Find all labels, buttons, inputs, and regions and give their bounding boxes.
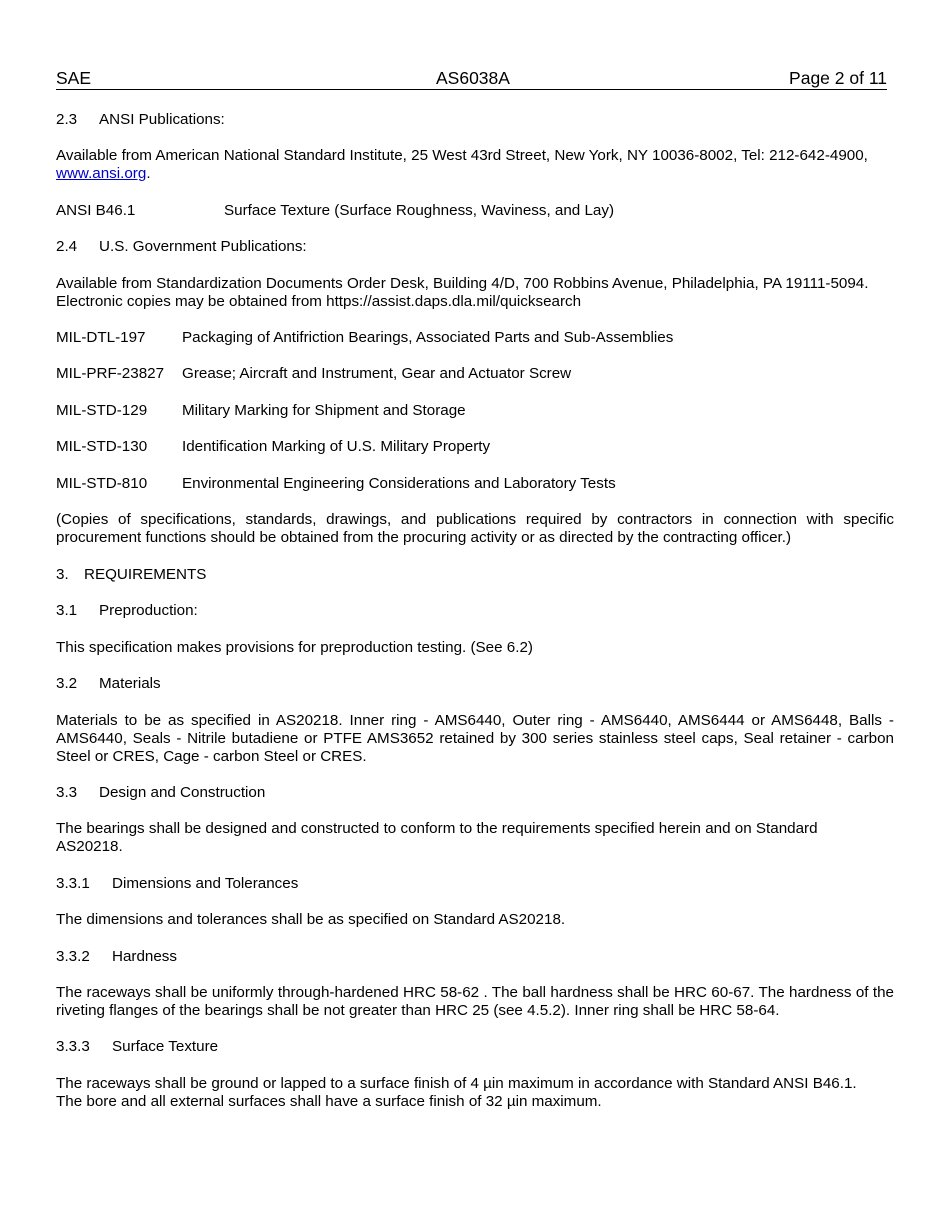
- reference-code: MIL-PRF-23827: [56, 365, 165, 382]
- reference-code: MIL-STD-810: [56, 475, 148, 492]
- section-title: Surface Texture: [112, 1038, 219, 1055]
- page-header: [56, 67, 887, 90]
- section-title: Hardness: [112, 948, 177, 965]
- section-3-2-paragraph: Materials to be as specified in AS20218. Inner ring - AMS6440, Outer ring - AMS6440, AMS6444 or AMS6448, Balls - AMS6440, Seals - Nitrile butadiene or PTFE AMS3652 retained by 300 series stainless steel caps, Seal retainer - carbon Steel or CRES, Cage - carbon Steel or CRES.: [56, 712, 894, 765]
- reference-code: ANSI B46.1: [56, 202, 136, 219]
- reference-title: Military Marking for Shipment and Storage: [182, 402, 466, 419]
- section-number: 3.3.3: [56, 1038, 90, 1055]
- header-page-number: Page 2 of 11: [789, 68, 887, 88]
- reference-title: Grease; Aircraft and Instrument, Gear and Actuator Screw: [182, 365, 572, 382]
- section-3-3-heading: [56, 784, 894, 802]
- gov-availability-line2: Electronic copies may be obtained from https://assist.daps.dla.mil/quicksearch: [56, 293, 582, 310]
- section-number: 3.3: [56, 784, 78, 801]
- period: .: [146, 165, 151, 182]
- reference-code: MIL-DTL-197: [56, 329, 146, 346]
- section-title: U.S. Government Publications:: [99, 238, 307, 255]
- section-number: 3.: [56, 566, 69, 583]
- section-title: Preproduction:: [99, 602, 198, 619]
- section-3-2-heading: [56, 675, 894, 693]
- section-number: 2.3: [56, 111, 78, 128]
- section-title: Dimensions and Tolerances: [112, 875, 299, 892]
- section-3-3-paragraph: [56, 820, 894, 856]
- section-3-heading: [56, 566, 894, 584]
- section-title: ANSI Publications:: [99, 111, 225, 128]
- reference-title: Identification Marking of U.S. Military Property: [182, 438, 491, 455]
- section-3-1-heading: [56, 602, 894, 620]
- section-title: Design and Construction: [99, 784, 266, 801]
- section-3-1-paragraph: This specification makes provisions for preproduction testing. (See 6.2): [56, 639, 533, 656]
- section-number: 3.1: [56, 602, 78, 619]
- header-doc-number: AS6038A: [436, 68, 510, 88]
- paragraph-line: The raceways shall be ground or lapped to a surface finish of 4 µin maximum in accordance with Standard ANSI B46.1.: [56, 1075, 857, 1092]
- paragraph-line: The bore and all external surfaces shall have a surface finish of 32 µin maximum.: [56, 1093, 602, 1110]
- reference-code: MIL-STD-130: [56, 438, 148, 455]
- gov-availability-line1: Available from Standardization Documents Order Desk, Building 4/D, 700 Robbins Avenue, Philadelphia, PA 19111-5094.: [56, 275, 869, 292]
- section-title: Materials: [99, 675, 161, 692]
- reference-title: Surface Texture (Surface Roughness, Waviness, and Lay): [224, 202, 615, 219]
- section-3-3-2-heading: [56, 948, 894, 966]
- section-2-3-heading: [56, 111, 894, 129]
- reference-title: Packaging of Antifriction Bearings, Associated Parts and Sub-Assemblies: [182, 329, 674, 346]
- paragraph-line: The bearings shall be designed and constructed to conform to the requirements specified herein and on Standard: [56, 820, 818, 837]
- ansi-website-link[interactable]: www.ansi.org: [56, 165, 147, 182]
- section-number: 3.3.2: [56, 948, 90, 965]
- section-title: REQUIREMENTS: [84, 566, 207, 583]
- section-number: 3.3.1: [56, 875, 90, 892]
- section-2-4-heading: [56, 238, 894, 256]
- section-3-3-2-paragraph: The raceways shall be uniformly through-hardened HRC 58-62 . The ball hardness shall be HRC 60-67. The hardness of the riveting flanges of the bearings shall be not greater than HRC 25 (see 4.5.2). Inner ring shall be HRC 58-64.: [56, 984, 894, 1019]
- section-3-3-3-heading: [56, 1038, 894, 1056]
- section-3-3-1-paragraph: The dimensions and tolerances shall be as specified on Standard AS20218.: [56, 911, 566, 928]
- reference-code: MIL-STD-129: [56, 402, 148, 419]
- paragraph-line: AS20218.: [56, 838, 123, 855]
- header-org: SAE: [56, 68, 92, 88]
- reference-title: Environmental Engineering Considerations and Laboratory Tests: [182, 475, 616, 492]
- ansi-availability-text: Available from American National Standard Institute, 25 West 43rd Street, New York, NY 10036-8002, Tel: 212-642-4900,: [56, 147, 868, 164]
- section-number: 3.2: [56, 675, 78, 692]
- gov-availability-paragraph: [56, 275, 894, 311]
- section-3-3-3-paragraph: [56, 1075, 894, 1111]
- ansi-availability-paragraph: [56, 147, 894, 183]
- section-3-3-1-heading: [56, 875, 894, 893]
- section-number: 2.4: [56, 238, 78, 255]
- copies-note-paragraph: (Copies of specifications, standards, drawings, and publications required by contractors in connection with specific procurement functions should be obtained from the procuring activity or as directed by the contracting officer.): [56, 511, 894, 546]
